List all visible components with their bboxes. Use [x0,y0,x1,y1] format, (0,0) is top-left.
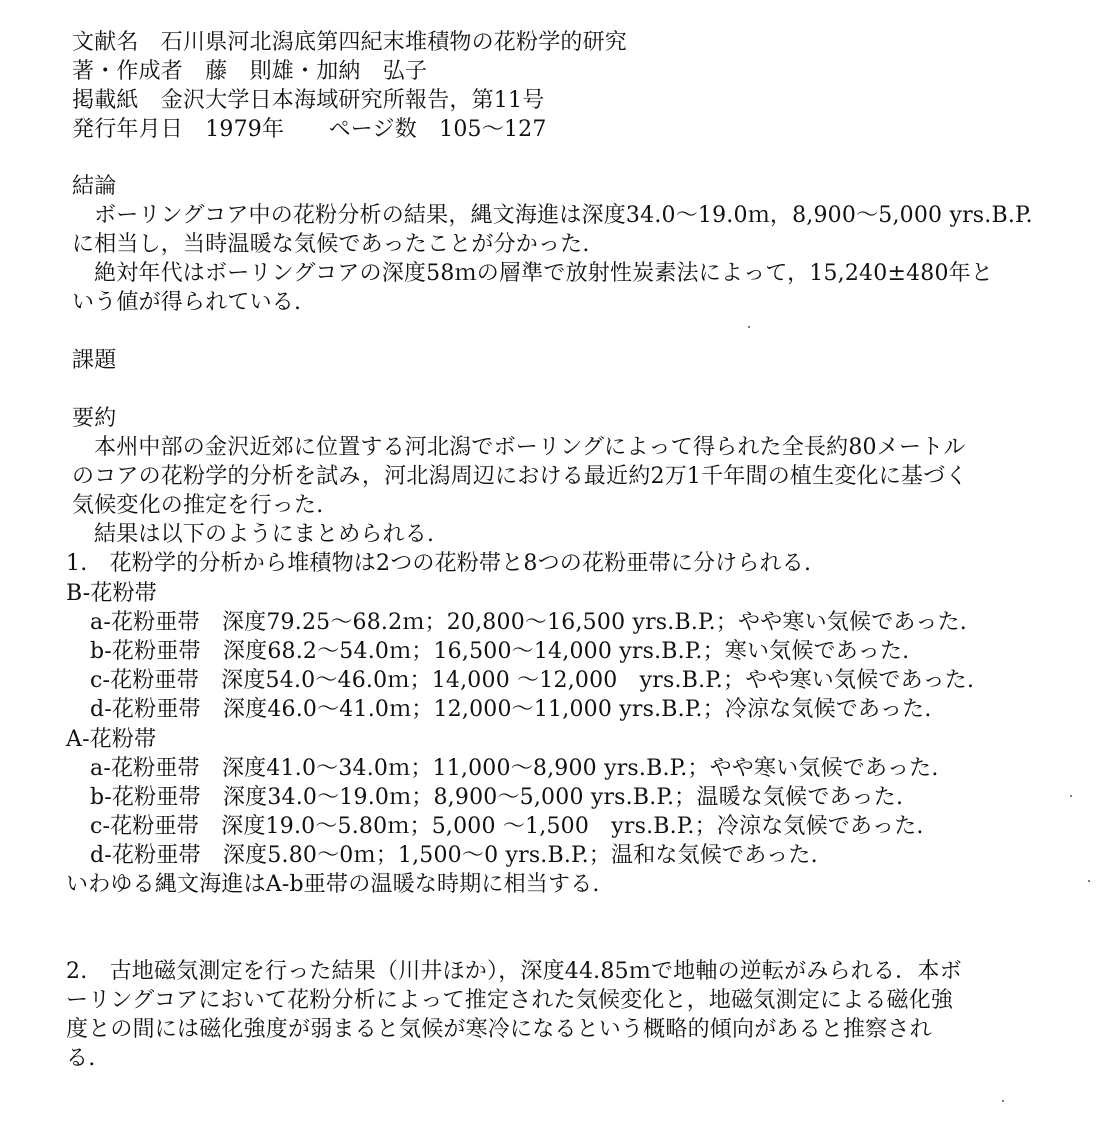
zone-b-label: B-花粉帯 [66,581,158,606]
summary-heading: 要約 [72,406,117,431]
summary-item-2-line: ーリングコアにおいて花粉分析によって推定された気候変化と，地磁気測定による磁化強 [66,988,954,1013]
scan-speck [1088,880,1090,882]
date-line: 発行年月日 1979年 ページ数 105～127 [72,117,547,142]
summary-line: 気候変化の推定を行った. [72,493,324,518]
summary-line: 結果は以下のようにまとめられる. [94,522,435,547]
zone-a-subzone: c-花粉亜帯 深度19.0～5.80ｍ；5,000 ～1,500 yrs.B.P.；冷涼な気候であった. [90,814,924,839]
conclusion-line: 絶対年代はボーリングコアの深度58ｍの層準で放射性炭素法によって，15,240±480年と [94,261,994,286]
title-line: 文献名 石川県河北潟底第四紀末堆積物の花粉学的研究 [72,30,628,55]
zone-a-label: A-花粉帯 [66,727,157,752]
scan-speck [1002,1100,1004,1102]
jomon-note: いわゆる縄文海進はA-b亜帯の温暖な時期に相当する. [66,872,600,897]
conclusion-line: に相当し，当時温暖な気候であったことが分かった. [72,232,590,257]
journal-line: 掲載紙 金沢大学日本海域研究所報告，第11号 [72,88,545,113]
summary-item-1: 1. 花粉学的分析から堆積物は2つの花粉帯と8つの花粉亜帯に分けられる. [66,551,812,576]
conclusion-heading: 結論 [72,174,117,199]
zone-a-subzone: d-花粉亜帯 深度5.80～0ｍ；1,500～0 yrs.B.P.；温和な気候であった. [90,843,818,868]
summary-item-2-line: 度との間には磁化強度が弱まると気候が寒冷になるという概略的傾向があると推察され [66,1017,932,1042]
summary-line: 本州中部の金沢近郊に位置する河北潟でボーリングによって得られた全長約80メートル [94,435,966,460]
conclusion-line: ボーリングコア中の花粉分析の結果，縄文海進は深度34.0～19.0ｍ，8,900～5,000 yrs.B.P. [94,203,1033,228]
summary-line: のコアの花粉学的分析を試み，河北潟周辺における最近約2万1千年間の植生変化に基づく [72,464,968,489]
summary-item-2-line: る. [66,1046,96,1071]
conclusion-line: いう値が得られている. [72,290,302,315]
zone-b-subzone: d-花粉亜帯 深度46.0～41.0ｍ；12,000～11,000 yrs.B.P.；冷涼な気候であった. [90,697,932,722]
zone-b-subzone: b-花粉亜帯 深度68.2～54.0ｍ；16,500～14,000 yrs.B.P.；寒い気候であった. [90,639,910,664]
zone-b-subzone: a-花粉亜帯 深度79.25～68.2ｍ；20,800～16,500 yrs.B.P.；やや寒い気候であった. [90,610,967,635]
scan-speck [1070,795,1072,797]
authors-line: 著・作成者 藤 則雄・加納 弘子 [72,59,428,84]
scan-speck [748,326,750,328]
issues-heading: 課題 [72,348,117,373]
zone-b-subzone: c-花粉亜帯 深度54.0～46.0ｍ；14,000 ～12,000 yrs.B.P.；やや寒い気候であった. [90,668,975,693]
summary-item-2-line: 2. 古地磁気測定を行った結果（川井ほか），深度44.85ｍで地軸の逆転がみられる．本ボ [66,959,962,984]
zone-a-subzone: a-花粉亜帯 深度41.0～34.0ｍ；11,000～8,900 yrs.B.P.；やや寒い気候であった. [90,756,939,781]
zone-a-subzone: b-花粉亜帯 深度34.0～19.0ｍ；8,900～5,000 yrs.B.P.；温暖な気候であった. [90,785,904,810]
